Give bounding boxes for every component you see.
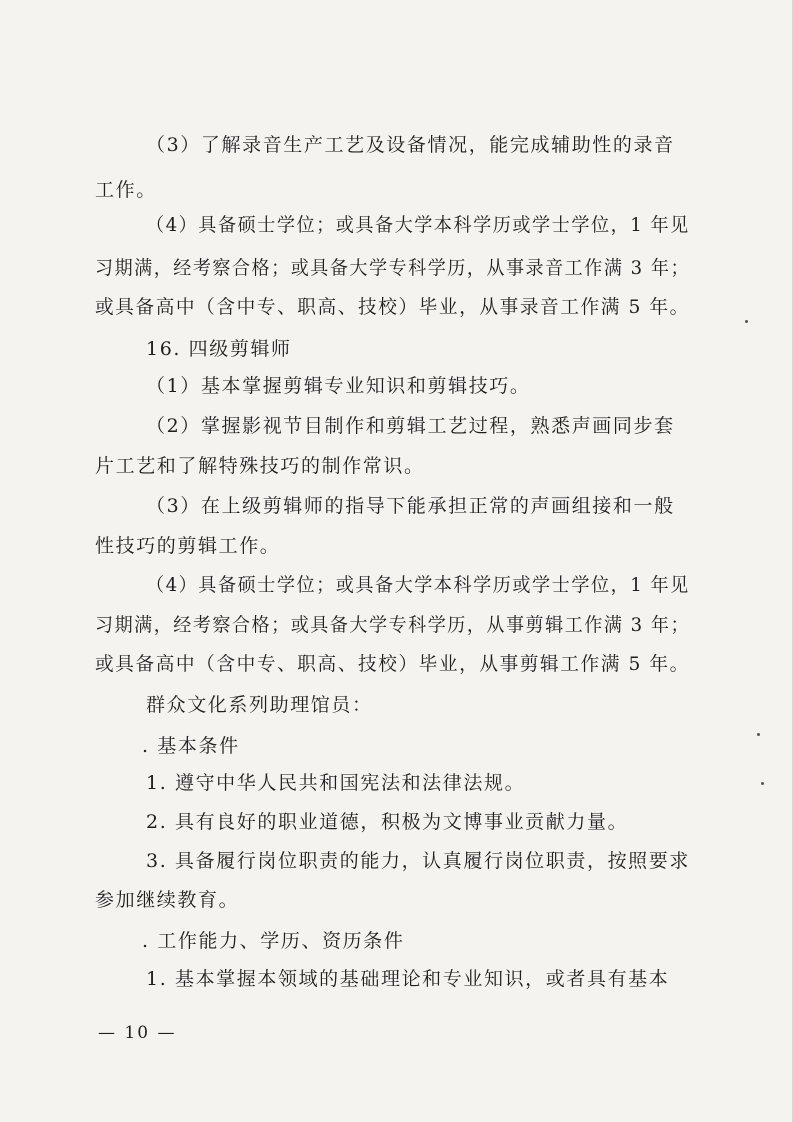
paragraph-line: （1）基本掌握剪辑专业知识和剪辑技巧。 bbox=[146, 375, 531, 397]
paragraph-line: 3. 具备履行岗位职责的能力，认真履行岗位职责，按照要求 bbox=[146, 850, 690, 872]
scan-speck bbox=[757, 733, 760, 736]
paragraph-line: （2）掌握影视节目制作和剪辑工艺过程，熟悉声画同步套 bbox=[146, 415, 675, 437]
paragraph-line: 习期满，经考察合格；或具备大学专科学历，从事剪辑工作满 3 年； bbox=[95, 614, 691, 636]
paragraph-line: （4）具备硕士学位；或具备大学本科学历或学士学位，1 年见 bbox=[146, 574, 690, 596]
section-heading: 群众文化系列助理馆员： bbox=[146, 694, 373, 716]
scan-speck bbox=[745, 320, 748, 323]
paragraph-line: 1. 基本掌握本领域的基础理论和专业知识，或者具有基本 bbox=[146, 968, 670, 990]
paragraph-line: 习期满，经考察合格；或具备大学专科学历，从事录音工作满 3 年； bbox=[95, 257, 691, 279]
scan-speck bbox=[761, 782, 764, 785]
paragraph-line: 性技巧的剪辑工作。 bbox=[95, 535, 281, 557]
paragraph-line: 片工艺和了解特殊技巧的制作常识。 bbox=[95, 455, 425, 477]
paragraph-line: 2. 具有良好的职业道德，积极为文博事业贡献力量。 bbox=[146, 811, 629, 833]
paragraph-line: （4）具备硕士学位；或具备大学本科学历或学士学位，1 年见 bbox=[146, 214, 690, 236]
paragraph-line: 或具备高中（含中专、职高、技校）毕业，从事录音工作满 5 年。 bbox=[95, 296, 690, 318]
paragraph-line: （3）了解录音生产工艺及设备情况，能完成辅助性的录音 bbox=[146, 134, 675, 156]
section-heading: . 基本条件 bbox=[142, 735, 240, 757]
paragraph-line: 1. 遵守中华人民共和国宪法和法律法规。 bbox=[146, 772, 526, 794]
paragraph-line: 参加继续教育。 bbox=[95, 889, 240, 911]
paragraph-line: 工作。 bbox=[95, 179, 157, 201]
section-heading: . 工作能力、学历、资历条件 bbox=[142, 930, 405, 952]
page-number: — 10 — bbox=[98, 1023, 177, 1043]
paragraph-line: （3）在上级剪辑师的指导下能承担正常的声画组接和一般 bbox=[146, 495, 675, 517]
section-heading: 16. 四级剪辑师 bbox=[146, 338, 292, 360]
paragraph-line: 或具备高中（含中专、职高、技校）毕业，从事剪辑工作满 5 年。 bbox=[95, 653, 690, 675]
